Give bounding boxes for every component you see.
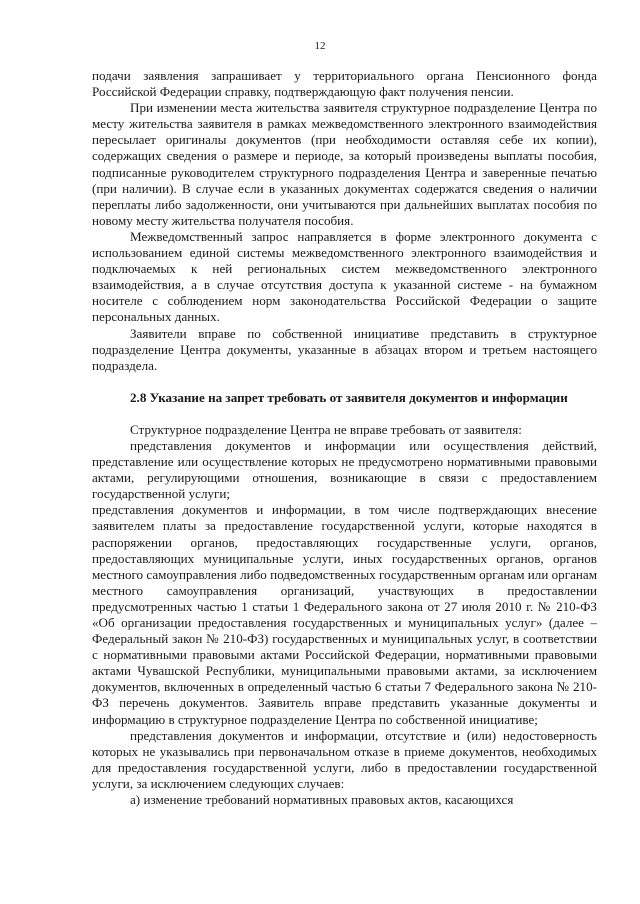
page-number: 12 <box>314 40 326 52</box>
paragraph: представления документов и информации или осуществления действий, представление или осуществление которых не предусмотрено нормативными правовыми актами, регулирующими отношения, возникающие в связи с предоставлением государственной услуги; <box>92 437 597 502</box>
section-number: 2.8 <box>130 389 147 405</box>
paragraph: подачи заявления запрашивает у территориального органа Пенсионного фонда Российской Федерации справку, подтверждающую факт получения пенсии. <box>92 68 597 100</box>
paragraph: Заявители вправе по собственной инициативе представить в структурное подразделение Центра документы, указанные в абзацах втором и третьем настоящего подраздела. <box>92 325 597 373</box>
document-body <box>92 68 597 808</box>
paragraph: представления документов и информации, в том числе подтверждающих внесение заявителем платы за предоставление государственной услуги, которые находятся в распоряжении органов, предоставляющих государственные услуги, органов, предоставляющих муниципальные услуги, иных государственных органов, органов местного самоуправления либо подведомственных государственным органам или органам местного самоуправления организаций, участвующих в предоставлении предусмотренных частью 1 статьи 1 Федерального закона от 27 июля 2010 г. № 210-ФЗ «Об организации предоставления государственных и муниципальных услуг» (далее – Федеральный закон № 210-ФЗ) государственных и муниципальных услуг, в соответствии с нормативными правовыми актами Российской Федерации, нормативными правовыми актами Чувашской Республики, муниципальными правовыми актами, за исключением документов, включенных в определенный частью 6 статьи 7 Федерального закона № 210-ФЗ перечень документов. Заявитель вправе представить указанные документы и информацию в структурное подразделение Центра по собственной инициативе; <box>92 502 597 727</box>
paragraph: При изменении места жительства заявителя структурное подразделение Центра по месту жительства заявителя в рамках межведомственного электронного взаимодействия пересылает оригиналы документов (при необходимости оставляя себе их копии), содержащих сведения о размере и периоде, за который произведены выплаты пособия, подписанные руководителем структурного подразделения Центра и заверенные печатью (при наличии). В случае если в указанных документах содержатся сведения о наличии переплаты либо задолженности, они учитываются при дальнейших выплатах пособия по новому месту жительства получателя пособия. <box>92 100 597 228</box>
paragraph: представления документов и информации, отсутствие и (или) недостоверность которых не указывались при первоначальном отказе в приеме документов, необходимых для предоставления государственной услуги, либо в предоставлении государственной услуги, за исключением следующих случаев: <box>92 727 597 791</box>
section-heading <box>92 390 597 406</box>
section-title: Указание на запрет требовать от заявителя документов и информации <box>149 389 568 405</box>
paragraph: а) изменение требований нормативных правовых актов, касающихся <box>130 792 514 808</box>
paragraph: Межведомственный запрос направляется в форме электронного документа с использованием единой системы межведомственного электронного взаимодействия и подключаемых к ней региональных систем межведомственного электронного взаимодействия, а в случае отсутствия доступа к указанной системе - на бумажном носителе с соблюдением норм законодательства Российской Федерации о защите персональных данных. <box>92 228 597 325</box>
paragraph: Структурное подразделение Центра не вправе требовать от заявителя: <box>130 421 522 437</box>
